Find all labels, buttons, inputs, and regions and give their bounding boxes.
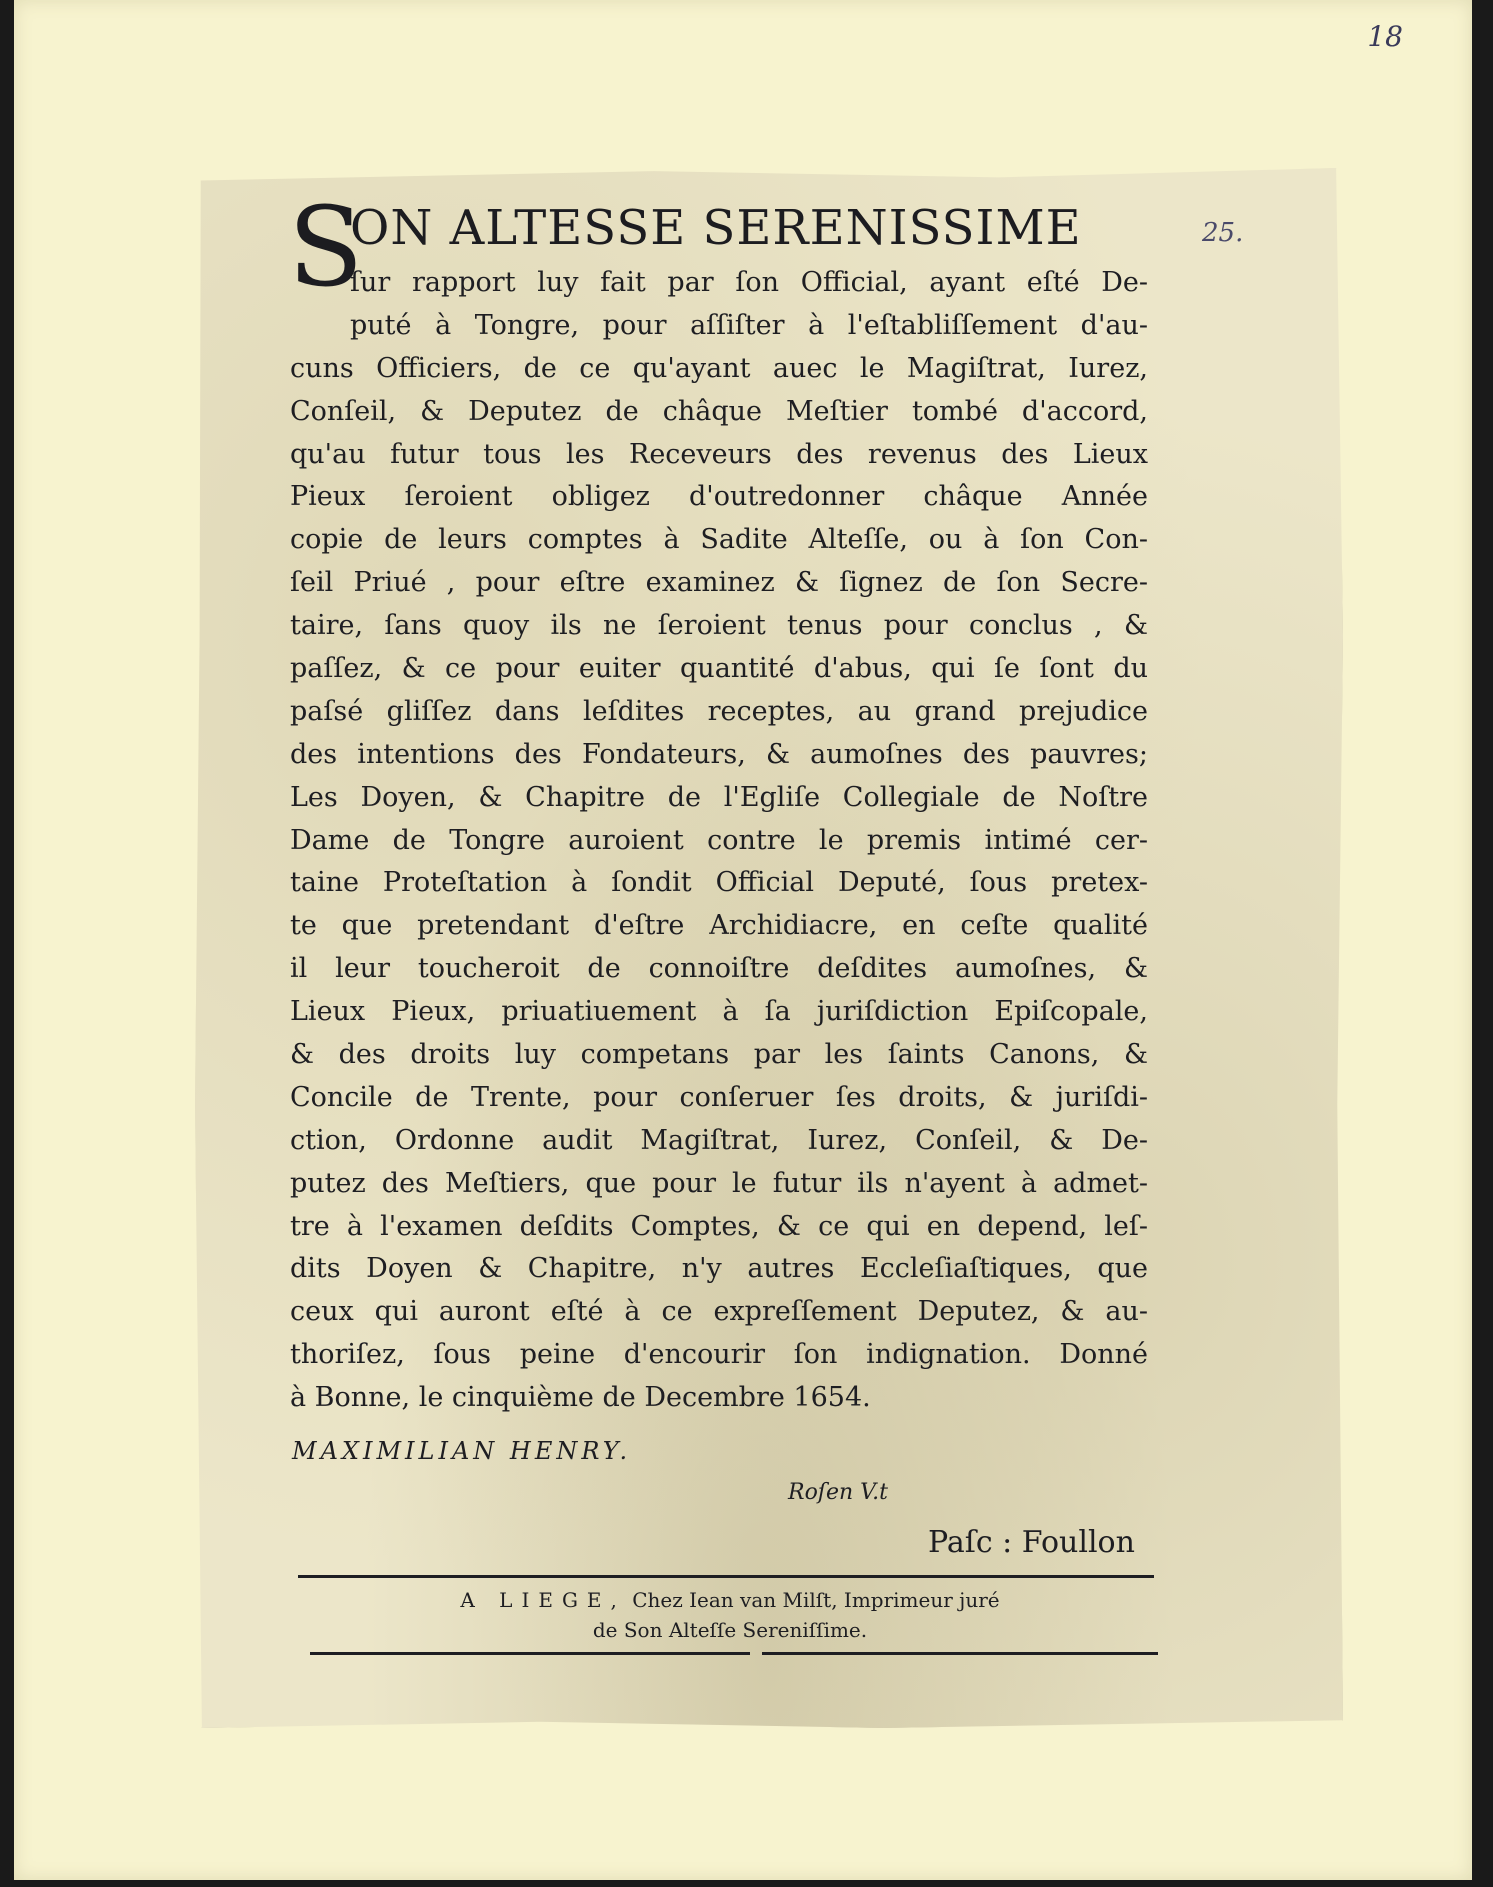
body-line: Dame de Tongre auroient contre le premis intimé cer- (290, 824, 1148, 856)
body-line: il leur toucheroit de connoiſtre deſdites aumoſnes, & (290, 953, 1148, 985)
body-line: paſsé gliſſez dans leſdites receptes, au grand prejudice (290, 695, 1148, 727)
drop-cap: S (288, 183, 364, 311)
imprint-city: A LIEGE, (460, 1588, 626, 1612)
counter-signature: Roſen V.t (788, 1480, 889, 1505)
printer-imprint (300, 1585, 1160, 1645)
divider-bottom-right (762, 1652, 1158, 1655)
divider-top (298, 1575, 1154, 1578)
body-line: & des droits luy competans par les ſaints Canons, & (290, 1039, 1148, 1071)
body-line: cuns Officiers, de ce qu'ayant auec le Magiſtrat, Iurez, (290, 352, 1148, 384)
body-line: à Bonne, le cinquième de Decembre 1654. (290, 1382, 871, 1414)
imprint-title: de Son Alteſſe Sereniſſime. (592, 1618, 868, 1642)
secretary-signature: Paſc : Foullon (928, 1525, 1135, 1560)
body-line: taire, ſans quoy ils ne ſeroient tenus pour conclus , & (290, 610, 1148, 642)
body-line: qu'au futur tous les Receveurs des revenus des Lieux (290, 438, 1148, 470)
body-line: Lieux Pieux, priuatiuement à ſa juriſdiction Epiſcopale, (290, 996, 1148, 1028)
signature: MAXIMILIAN HENRY. (292, 1437, 632, 1465)
body-line: taine Proteſtation à ſondit Official Deputé, ſous pretex- (290, 867, 1148, 899)
body-line: paſſez, & ce pour euiter quantité d'abus, qui ſe ſont du (290, 653, 1148, 685)
body-line: puté à Tongre, pour aſſiſter à l'eſtabliſſement d'au- (350, 309, 1148, 341)
body-line: Pieux ſeroient obligez d'outredonner châque Année (290, 481, 1148, 513)
body-line: ceux qui auront eſté à ce expreſſement Deputez, & au- (290, 1296, 1148, 1328)
body-line: dits Doyen & Chapitre, n'y autres Eccleſiaſtiques, que (290, 1253, 1148, 1285)
body-line: Concile de Trente, pour conſeruer ſes droits, & juriſdi- (290, 1081, 1148, 1113)
body-line: ſur rapport luy fait par ſon Official, ayant eſté De- (350, 267, 1148, 298)
body-line: te que pretendant d'eſtre Archidiacre, en ceſte qualité (290, 910, 1148, 942)
body-line: putez des Meſtiers, que pour le futur ils n'ayent à admet- (290, 1167, 1148, 1199)
document-heading: ON ALTESSE SERENISSIME (350, 200, 1082, 256)
body-line: ſeil Priué , pour eſtre examinez & ſignez de ſon Secre- (290, 567, 1148, 599)
body-line: Conſeil, & Deputez de châque Meſtier tombé d'accord, (290, 395, 1148, 427)
body-line: thoriſez, ſous peine d'encourir ſon indignation. Donné (290, 1339, 1148, 1371)
decree-body (290, 262, 1148, 1420)
page-number: 25. (1202, 218, 1244, 248)
body-line: ction, Ordonne audit Magiſtrat, Iurez, Conſeil, & De- (290, 1124, 1148, 1156)
body-line: des intentions des Fondateurs, & aumoſnes des pauvres; (290, 738, 1148, 770)
imprint-printer: Chez Iean van Milſt, Imprimeur juré (632, 1588, 1000, 1612)
divider-bottom-left (310, 1652, 750, 1655)
folio-number: 18 (1367, 20, 1403, 53)
body-line: tre à l'examen deſdits Comptes, & ce qui en depend, leſ- (290, 1210, 1148, 1242)
body-line: copie de leurs comptes à Sadite Alteſſe, ou à ſon Con- (290, 524, 1148, 556)
body-line: Les Doyen, & Chapitre de l'Egliſe Collegiale de Noſtre (290, 781, 1148, 813)
